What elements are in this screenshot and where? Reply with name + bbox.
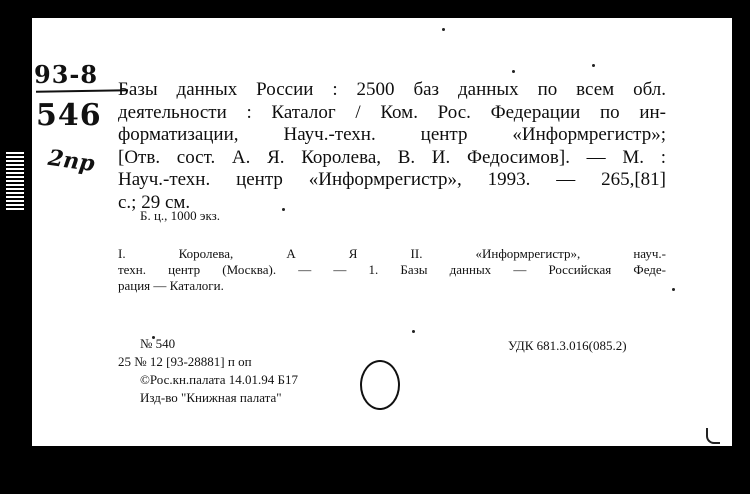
entry-line: деятельности : Каталог / Ком. Рос. Федерации по ин- — [118, 101, 666, 123]
entry-line: Базы данных России : 2500 баз данных по всем обл. — [118, 79, 666, 100]
edge-ticks — [6, 150, 24, 210]
scan-left-strip — [0, 0, 30, 494]
entry-line: [Отв. сост. А. Я. Королева, В. И. Федосимов]. — М. : — [118, 146, 666, 168]
order-line: 25 № 12 [93-28881] п оп — [118, 354, 252, 369]
bibliographic-entry — [118, 79, 666, 214]
publisher-line: Изд-во "Книжная палата" — [140, 390, 282, 405]
accession-number: № 540 — [140, 336, 176, 351]
handwritten-shelfmark-top: 93-8 — [34, 60, 99, 89]
entry-line: Науч.-техн. центр «Информрегистр», 1993. — 265,[81] — [118, 169, 666, 190]
speck — [412, 330, 415, 333]
ink-stamp — [360, 360, 400, 410]
corner-mark — [706, 428, 720, 444]
scan-bottom-band — [0, 450, 750, 494]
price-line: Б. ц., 1000 экз. — [140, 208, 221, 223]
tracing-line: техн. центр (Москва). — — 1. Базы данных — Российская Феде- — [118, 262, 666, 277]
speck — [442, 28, 445, 31]
handwritten-note: 2пр — [46, 144, 97, 178]
book-chamber-line: ©Рос.кн.палата 14.01.94 Б17 — [140, 372, 298, 387]
entry-line: с.; 29 см. — [118, 191, 191, 213]
speck — [512, 70, 515, 73]
entry-line: форматизации, Науч.-техн. центр «Информрегистр»; — [118, 124, 666, 145]
speck — [592, 64, 595, 67]
tracings — [118, 246, 666, 294]
speck — [672, 288, 675, 291]
tracing-line: рация — Каталоги. — [118, 278, 224, 293]
handwritten-shelfmark-bottom: 546 — [36, 98, 102, 133]
udc-code: УДК 681.3.016(085.2) — [508, 338, 627, 353]
tracing-line: I. Королева, А Я II. «Информрегистр», науч.- — [118, 246, 666, 261]
